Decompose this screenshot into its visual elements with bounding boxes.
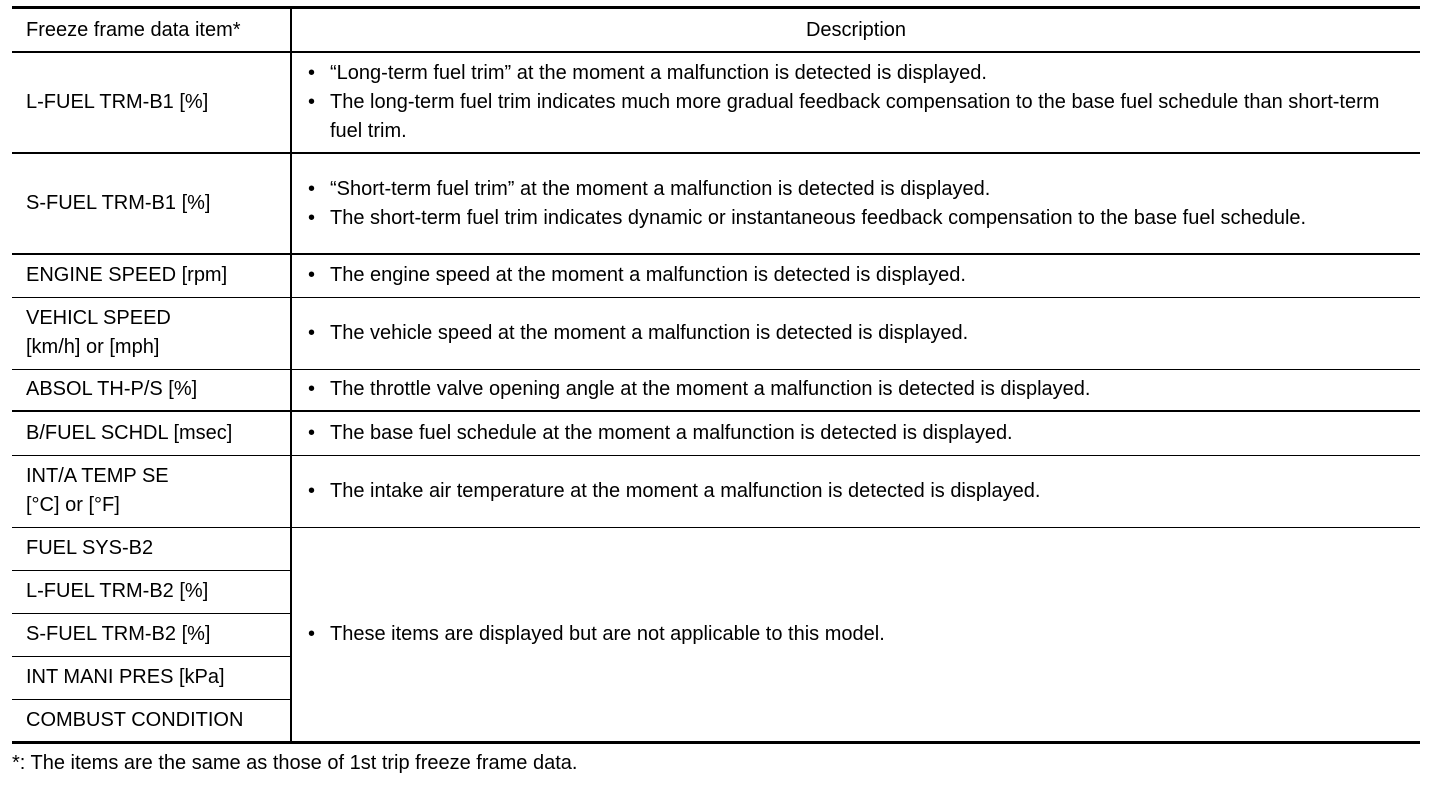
item-cell: ENGINE SPEED [rpm] xyxy=(12,254,291,297)
item-cell: S-FUEL TRM-B2 [%] xyxy=(12,613,291,656)
footnote: *: The items are the same as those of 1st trip freeze frame data. xyxy=(12,752,578,774)
table-row xyxy=(12,411,1420,455)
item-line: [°C] or [°F] xyxy=(26,494,120,516)
item-cell xyxy=(12,455,291,527)
description-bullet: • The short-term fuel trim indicates dynamic or instantaneous feedback compensation to the base fuel schedule. xyxy=(306,204,1420,233)
table-row xyxy=(12,254,1420,297)
table-row xyxy=(12,153,1420,254)
description-cell xyxy=(291,254,1420,297)
table-row xyxy=(12,52,1420,153)
header-item: Freeze frame data item* xyxy=(12,8,291,53)
description-bullet: • The base fuel schedule at the moment a malfunction is detected is displayed. xyxy=(306,419,1420,448)
item-cell: L-FUEL TRM-B1 [%] xyxy=(12,52,291,153)
item-cell: INT MANI PRES [kPa] xyxy=(12,656,291,699)
description-bullet: • The vehicle speed at the moment a malfunction is detected is displayed. xyxy=(306,319,1420,348)
item-line: VEHICL SPEED xyxy=(26,307,171,329)
description-cell xyxy=(291,297,1420,369)
description-bullet: • These items are displayed but are not applicable to this model. xyxy=(306,620,1420,649)
table-row xyxy=(12,297,1420,369)
item-cell: FUEL SYS-B2 xyxy=(12,527,291,570)
header-description: Description xyxy=(805,18,907,41)
item-cell: COMBUST CONDITION xyxy=(12,699,291,742)
description-cell xyxy=(291,369,1420,411)
description-cell xyxy=(291,411,1420,455)
table-header-row xyxy=(12,8,1420,53)
item-line: INT/A TEMP SE xyxy=(26,465,169,487)
table-row xyxy=(12,527,1420,570)
description-bullet: • The intake air temperature at the moment a malfunction is detected is displayed. xyxy=(306,477,1420,506)
description-cell xyxy=(291,527,1420,742)
freeze-frame-data-table xyxy=(12,6,1420,744)
table-row xyxy=(12,455,1420,527)
description-bullet: • “Long-term fuel trim” at the moment a malfunction is detected is displayed. xyxy=(306,59,1420,88)
description-bullet: • “Short-term fuel trim” at the moment a malfunction is detected is displayed. xyxy=(306,175,1420,204)
table-row xyxy=(12,369,1420,411)
item-cell: S-FUEL TRM-B1 [%] xyxy=(12,153,291,254)
item-cell: L-FUEL TRM-B2 [%] xyxy=(12,570,291,613)
description-bullet: • The throttle valve opening angle at the moment a malfunction is detected is displayed. xyxy=(306,375,1420,404)
description-cell xyxy=(291,455,1420,527)
item-cell: B/FUEL SCHDL [msec] xyxy=(12,411,291,455)
item-cell: ABSOL TH-P/S [%] xyxy=(12,369,291,411)
item-line: [km/h] or [mph] xyxy=(26,336,160,358)
description-cell xyxy=(291,153,1420,254)
item-cell xyxy=(12,297,291,369)
description-cell xyxy=(291,52,1420,153)
description-bullet: • The long-term fuel trim indicates much more gradual feedback compensation to the base fuel schedule than short-term fuel trim. xyxy=(306,88,1420,146)
description-bullet: • The engine speed at the moment a malfunction is detected is displayed. xyxy=(306,261,1420,290)
